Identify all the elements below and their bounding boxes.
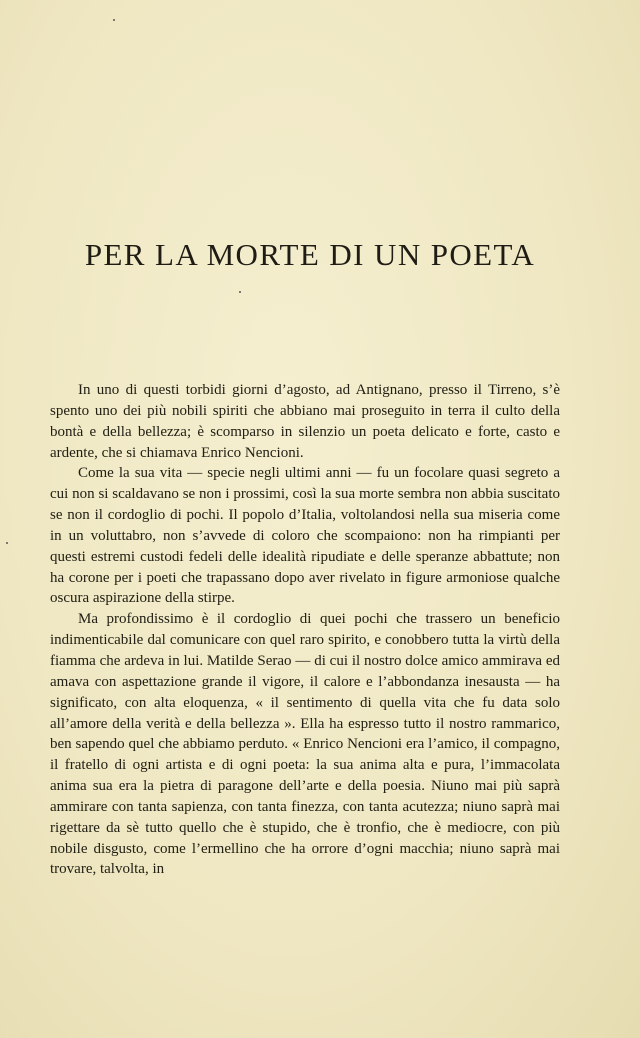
body-text <box>50 380 560 880</box>
paragraph: Come la sua vita — specie negli ultimi anni — fu un focolare quasi segreto a cui non si scaldavano se non i prossimi, così la sua morte sembra non abbia suscitato se non il cordoglio di pochi. Il popolo d’Italia, voltolandosi nella sua miseria come in un voluttabro, non s’avvede di coloro che scompaiono: non ha rimpianti per questi estremi custodi fedeli delle idealità ripudiate e delle speranze abbattute; non ha corone per i poeti che trapassano dopo aver rivelato in figure armoniose qualche oscura aspirazione della stirpe. <box>50 465 560 607</box>
chapter-title: PER LA MORTE DI UN POETA <box>84 237 536 272</box>
paper-speck <box>6 542 8 544</box>
paper-speck <box>113 19 115 21</box>
paragraph: In uno di questi torbidi giorni d’agosto, ad Antignano, presso il Tirreno, s’è spento uno dei più nobili spiriti che abbiano mai proseguito in terra il culto della bontà e della bellezza; è scomparso in silenzio un poeta delicato e forte, casto e ardente, che si chiamava Enrico Nencioni. <box>50 382 560 461</box>
paper-speck <box>239 291 241 293</box>
paragraph: Ma profondissimo è il cordoglio di quei pochi che trassero un beneficio indimenticabile dal comunicare con quel raro spirito, e conobbero tutta la virtù della fiamma che ardeva in lui. Matilde Serao — di cui il nostro dolce amico ammirava ed amava con aspettazione grande il vigore, il calore e l’abbondanza inesausta — ha significato, con alta eloquenza, « il sentimento di quella vita che fu data solo all’amore della verità e della bellezza ». Ella ha espresso tutto il nostro rammarico, ben sapendo quel che abbiamo perduto. « Enrico Nencioni era l’amico, il compagno, il fratello di ogni artista e di ogni poeta: la sua anima alta e pura, l’immacolata anima sua era la pietra di paragone dell’arte e della poesia. Niuno mai più saprà ammirare con tanta sapienza, con tanta finezza, con tanta acutezza; niuno saprà mai rigettare da sè tutto quello che è stupido, che è tronfio, che è mediocre, con più nobile disgusto, come l’ermellino che ha orrore d’ogni macchia; niuno saprà mai trovare, talvolta, in <box>50 611 560 878</box>
